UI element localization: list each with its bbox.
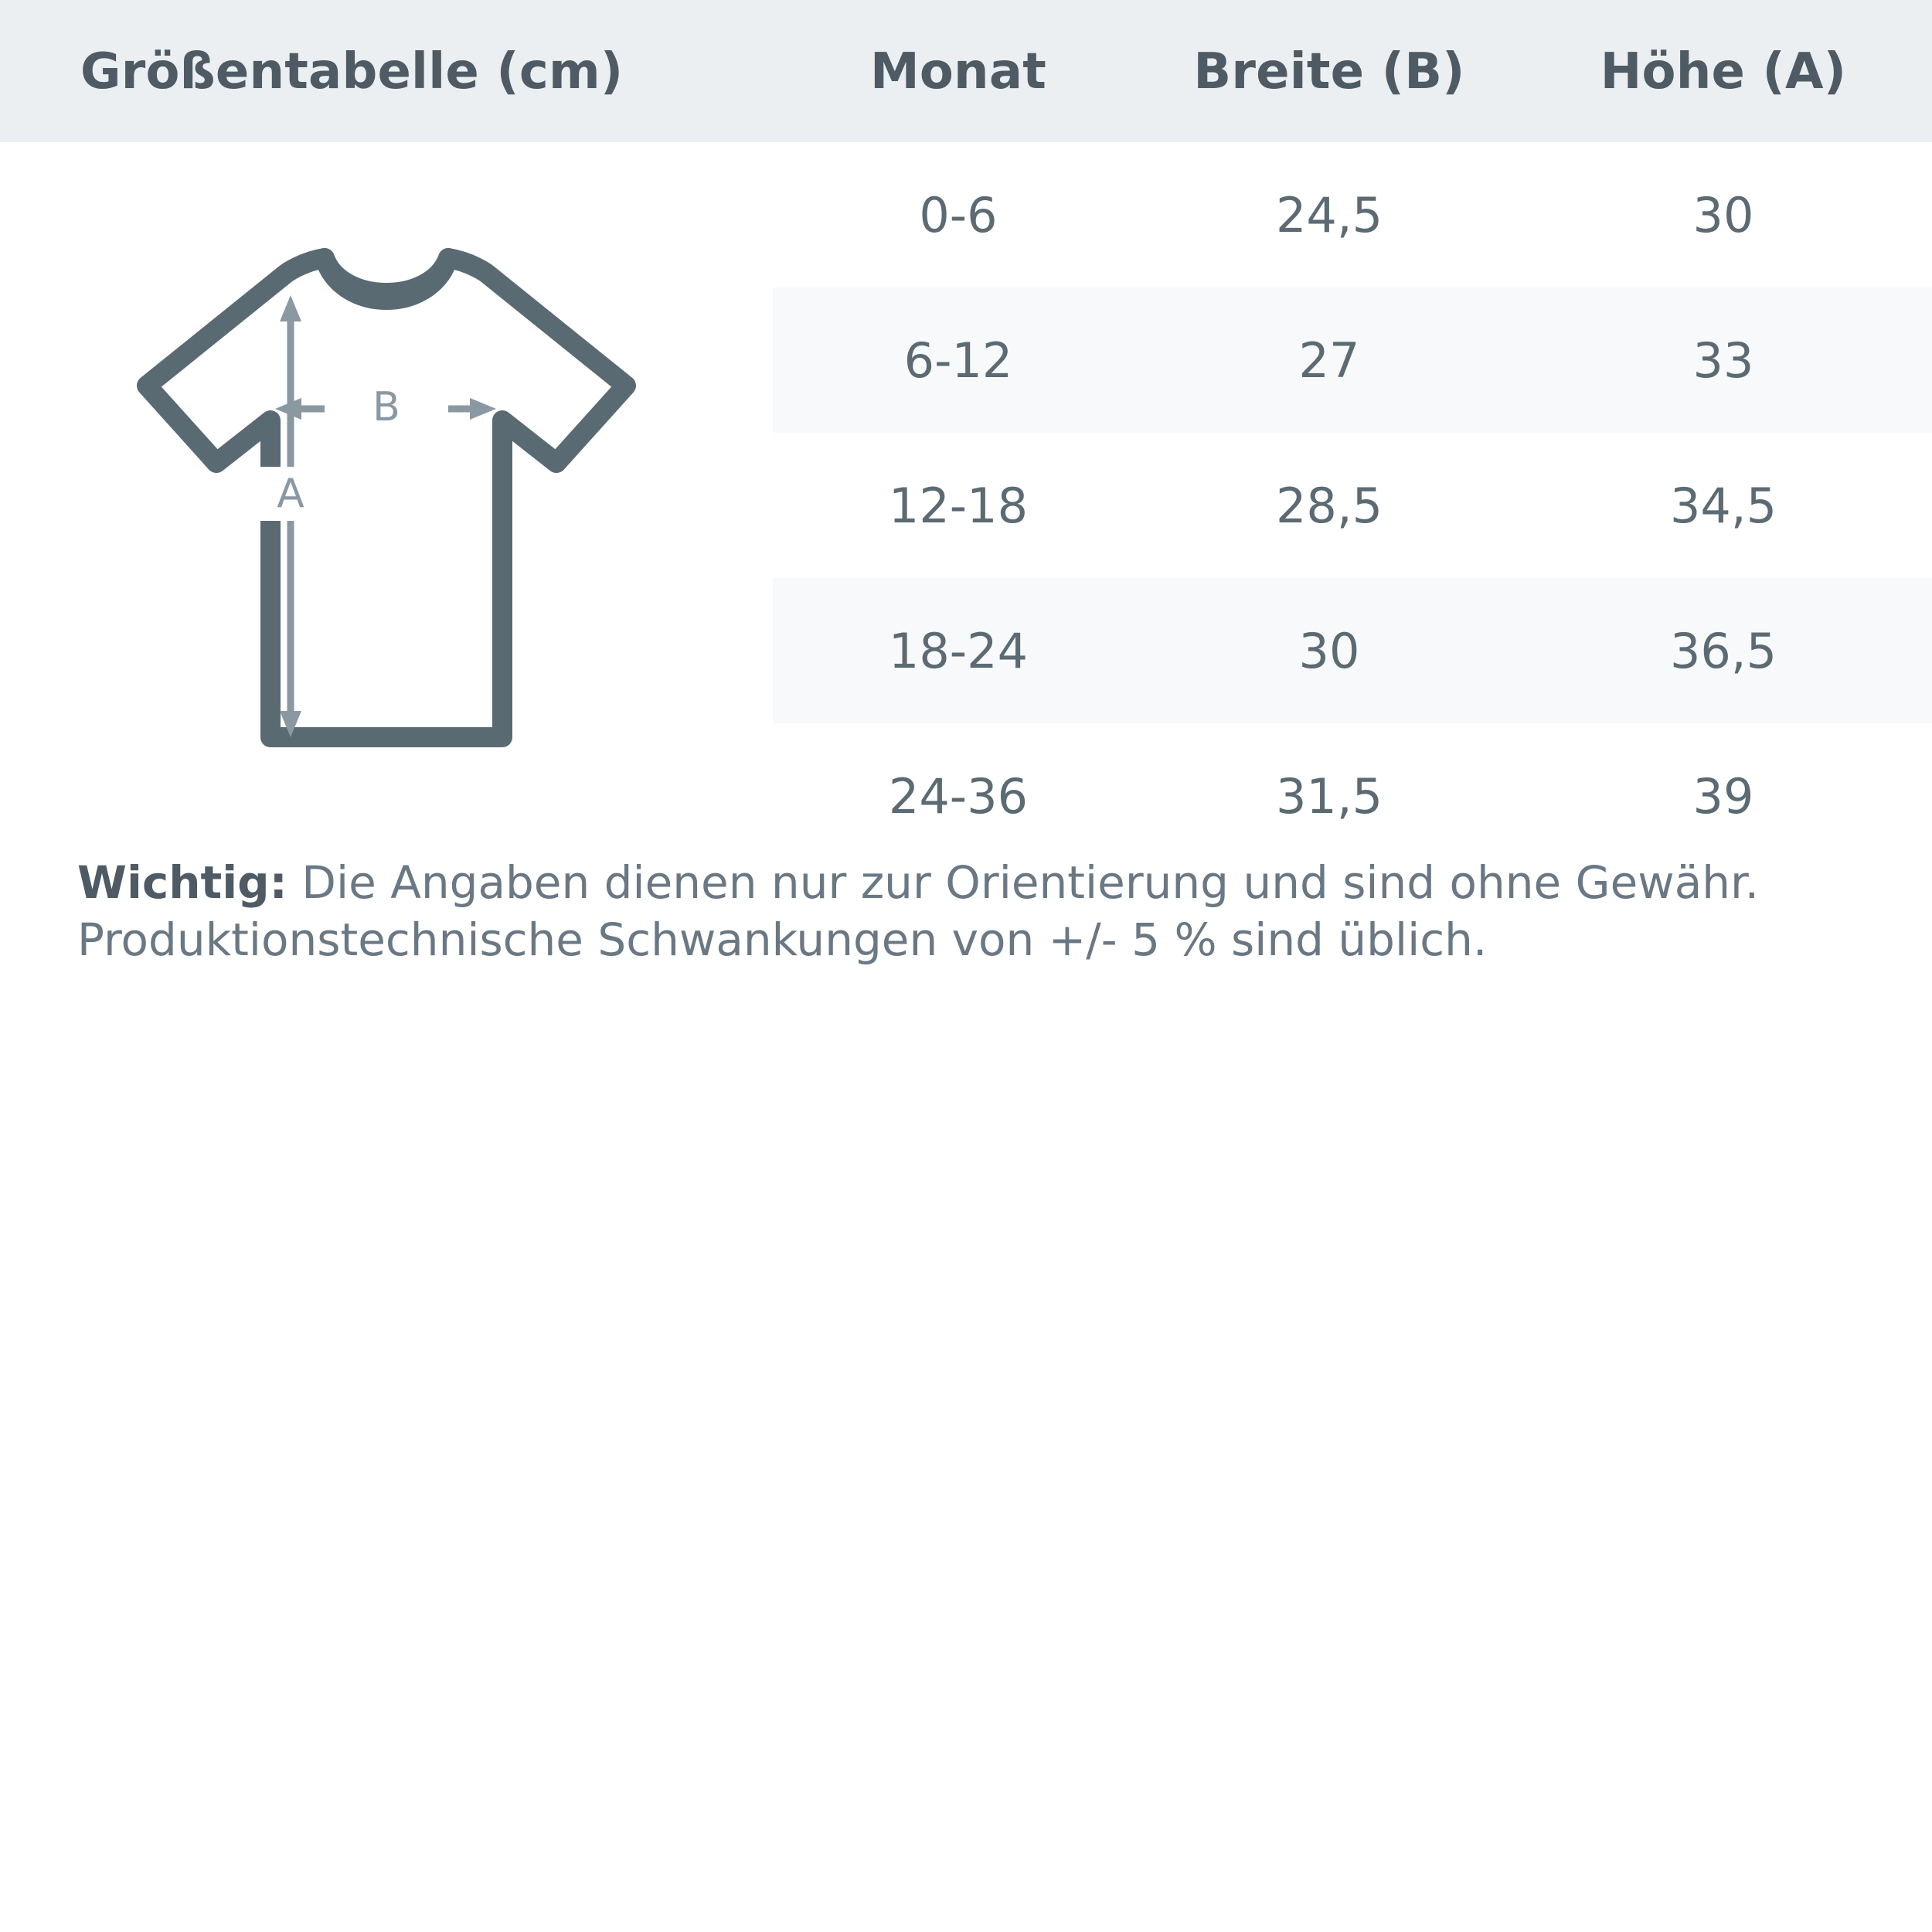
width-label: B [372, 384, 400, 430]
cell-width: 28,5 [1275, 477, 1383, 534]
column-header-width: Breite (B) [1193, 43, 1465, 100]
table-row [0, 142, 1932, 287]
disclaimer-strong: Wichtig: [77, 856, 287, 909]
cell-month: 0-6 [919, 186, 998, 243]
cell-month: 12-18 [888, 477, 1029, 534]
cell-height: 33 [1692, 332, 1754, 389]
cell-height: 34,5 [1669, 477, 1777, 534]
cell-width: 27 [1298, 332, 1360, 389]
cell-month: 18-24 [888, 622, 1029, 679]
cell-month: 24-36 [888, 767, 1029, 825]
tshirt-diagram-cell [0, 142, 773, 869]
column-header-month: Monat [870, 43, 1046, 100]
table-body [0, 142, 1932, 869]
tshirt-icon [93, 227, 680, 784]
tshirt-diagram [0, 142, 773, 869]
table-header [0, 0, 1932, 142]
size-table-container [0, 0, 1932, 869]
column-header-height: Höhe (A) [1600, 43, 1847, 100]
cell-height: 36,5 [1669, 622, 1777, 679]
cell-width: 31,5 [1275, 767, 1383, 825]
cell-width: 30 [1298, 622, 1360, 679]
table-title: Größentabelle (cm) [80, 43, 624, 100]
cell-height: 39 [1692, 767, 1754, 825]
disclaimer-note [77, 854, 1855, 968]
table-header-row [0, 0, 1932, 142]
cell-width: 24,5 [1275, 186, 1383, 243]
size-table [0, 0, 1932, 869]
cell-month: 6-12 [903, 332, 1013, 389]
height-label: A [277, 471, 304, 517]
cell-height: 30 [1692, 186, 1754, 243]
disclaimer-text: Die Angaben dienen nur zur Orientierung und sind ohne Gewähr. Produktionstechnische Schwankungen von +/- 5 % sind üblich. [77, 856, 1760, 967]
